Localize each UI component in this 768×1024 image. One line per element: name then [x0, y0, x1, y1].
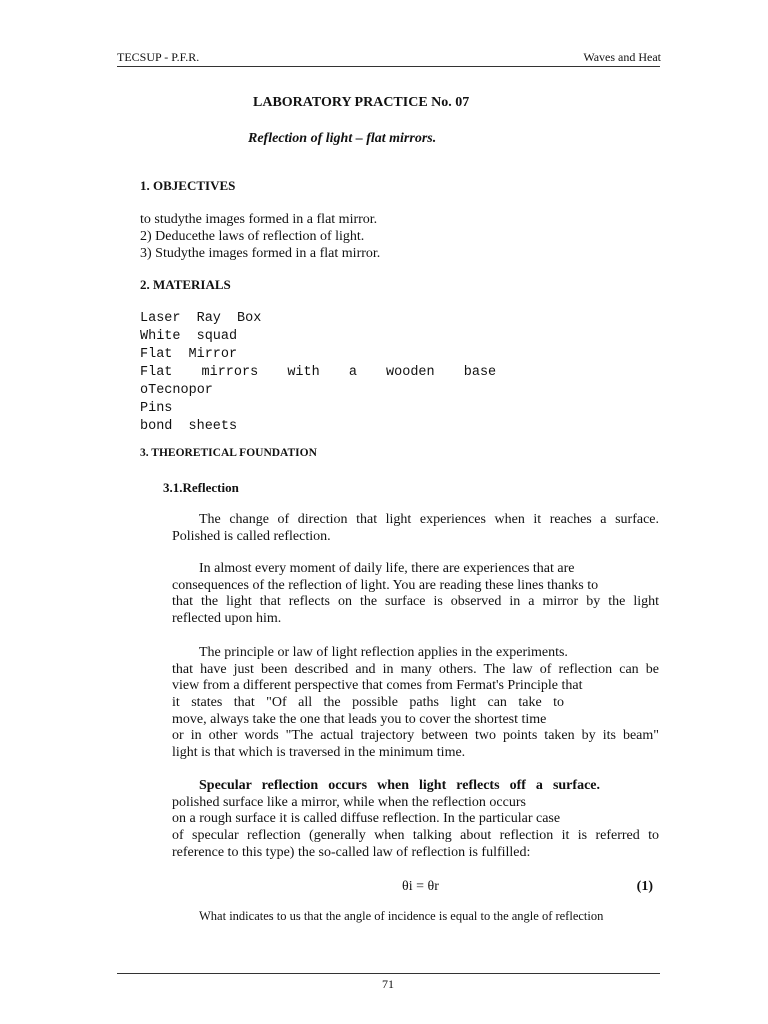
material-item: oTecnopor — [140, 383, 213, 398]
running-header-left: TECSUP - P.F.R. — [117, 50, 200, 64]
objectives-heading: 1. OBJECTIVES — [140, 178, 236, 193]
text-line: The change of direction that light experiences when it reaches a surface. — [199, 512, 659, 527]
material-item: bond sheets — [140, 419, 238, 434]
material-item: Pins — [140, 401, 173, 416]
material-item: Laser Ray Box — [140, 311, 262, 326]
page-subtitle: Reflection of light – flat mirrors. — [248, 131, 437, 146]
paragraph-2 — [172, 561, 659, 628]
text-line: move, always take the one that leads you to cover the shortest time — [172, 711, 547, 727]
paragraph-1 — [172, 512, 659, 545]
running-header-right: Waves and Heat — [583, 50, 661, 64]
header-rule — [117, 66, 660, 67]
text-line: on a rough surface it is called diffuse reflection. In the particular case — [172, 811, 561, 827]
theory-heading: 3. THEORETICAL FOUNDATION — [140, 447, 317, 459]
text-line: The principle or law of light reflection applies in the experiments. — [199, 645, 568, 660]
text-line: reflected upon him. — [172, 611, 282, 627]
material-item: Flat mirrors with a wooden base — [140, 365, 497, 380]
objective-item: 2) Deducethe laws of reflection of light. — [140, 229, 365, 244]
page-title: LABORATORY PRACTICE No. 07 — [253, 95, 470, 110]
paragraph-5: What indicates to us that the angle of incidence is equal to the angle of reflection — [199, 909, 604, 923]
text-line: Polished is called reflection. — [172, 528, 331, 544]
equation: θi = θr — [402, 879, 439, 894]
objective-item: 3) Studythe images formed in a flat mirror. — [140, 246, 381, 261]
footer-rule — [117, 973, 660, 974]
text-line: of specular reflection (generally when talking about reflection it is referred to — [172, 828, 659, 844]
reflection-subheading: 3.1.Reflection — [163, 480, 239, 495]
text-line: or in other words "The actual trajectory between two points taken by its beam" — [172, 728, 659, 744]
page-number: 71 — [382, 977, 394, 991]
text-line: view from a different perspective that comes from Fermat's Principle that — [172, 678, 583, 694]
material-item: Flat Mirror — [140, 347, 238, 362]
equation-number: (1) — [636, 879, 653, 894]
text-line: In almost every moment of daily life, there are experiences that are — [199, 561, 575, 576]
material-item: White squad — [140, 329, 238, 344]
text-line: that have just been described and in many others. The law of reflection can be — [172, 661, 659, 677]
text-line: Specular reflection occurs when light reflects off a surface. — [199, 778, 600, 793]
paragraph-4 — [172, 778, 659, 861]
text-line: that the light that reflects on the surface is observed in a mirror by the light — [172, 594, 659, 610]
text-line: it states that "Of all the possible paths light can take to — [172, 695, 564, 711]
text-line: reference to this type) the so-called law of reflection is fulfilled: — [172, 844, 531, 860]
text-line: light is that which is traversed in the minimum time. — [172, 745, 466, 761]
text-line: polished surface like a mirror, while when the reflection occurs — [172, 794, 526, 810]
paragraph-3 — [172, 645, 659, 762]
objective-item: to studythe images formed in a flat mirror. — [140, 212, 378, 227]
text-line: consequences of the reflection of light. You are reading these lines thanks to — [172, 577, 599, 593]
materials-heading: 2. MATERIALS — [140, 277, 231, 292]
